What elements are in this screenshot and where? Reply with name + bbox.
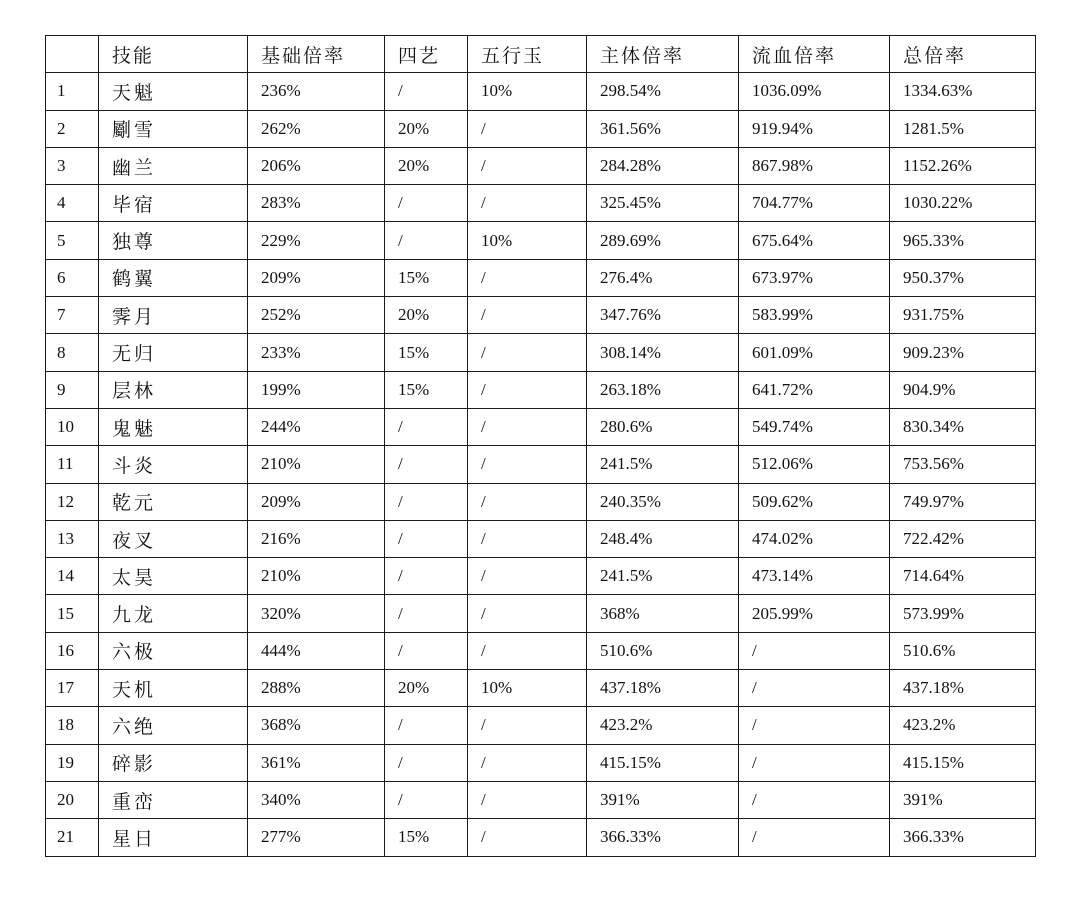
- cell-main-multiplier: 241.5%: [587, 558, 739, 595]
- cell-five-elements-jade: /: [468, 558, 587, 595]
- table-row: [46, 707, 1036, 744]
- cell-base-multiplier: 206%: [248, 147, 385, 184]
- cell-four-arts: /: [385, 744, 468, 781]
- cell-total-multiplier: 965.33%: [890, 222, 1036, 259]
- cell-five-elements-jade: /: [468, 744, 587, 781]
- cell-five-elements-jade: /: [468, 147, 587, 184]
- cell-five-elements-jade: /: [468, 781, 587, 818]
- table-row: [46, 670, 1036, 707]
- cell-five-elements-jade: /: [468, 110, 587, 147]
- cell-total-multiplier: 1152.26%: [890, 147, 1036, 184]
- cell-bleed-multiplier: 509.62%: [739, 483, 890, 520]
- table-row: [46, 147, 1036, 184]
- cell-base-multiplier: 209%: [248, 259, 385, 296]
- cell-bleed-multiplier: 704.77%: [739, 185, 890, 222]
- cell-main-multiplier: 368%: [587, 595, 739, 632]
- cell-total-multiplier: 510.6%: [890, 632, 1036, 669]
- header-index: [46, 36, 99, 73]
- cell-index: 4: [46, 185, 99, 222]
- cell-main-multiplier: 366.33%: [587, 819, 739, 856]
- cell-five-elements-jade: /: [468, 819, 587, 856]
- cell-four-arts: /: [385, 595, 468, 632]
- cell-total-multiplier: 1030.22%: [890, 185, 1036, 222]
- cell-four-arts: /: [385, 483, 468, 520]
- cell-total-multiplier: 830.34%: [890, 408, 1036, 445]
- cell-index: 8: [46, 334, 99, 371]
- cell-total-multiplier: 749.97%: [890, 483, 1036, 520]
- cell-base-multiplier: 368%: [248, 707, 385, 744]
- cell-skill-name: 太昊: [99, 558, 248, 595]
- header-main-multiplier: 主体倍率: [587, 36, 739, 73]
- cell-total-multiplier: 950.37%: [890, 259, 1036, 296]
- cell-five-elements-jade: /: [468, 297, 587, 334]
- cell-main-multiplier: 263.18%: [587, 371, 739, 408]
- cell-bleed-multiplier: /: [739, 707, 890, 744]
- cell-bleed-multiplier: 205.99%: [739, 595, 890, 632]
- cell-skill-name: 九龙: [99, 595, 248, 632]
- cell-four-arts: 15%: [385, 819, 468, 856]
- cell-five-elements-jade: 10%: [468, 73, 587, 110]
- cell-index: 21: [46, 819, 99, 856]
- cell-skill-name: 鹤翼: [99, 259, 248, 296]
- cell-total-multiplier: 437.18%: [890, 670, 1036, 707]
- cell-base-multiplier: 229%: [248, 222, 385, 259]
- cell-four-arts: 15%: [385, 259, 468, 296]
- cell-base-multiplier: 216%: [248, 520, 385, 557]
- cell-total-multiplier: 722.42%: [890, 520, 1036, 557]
- cell-main-multiplier: 284.28%: [587, 147, 739, 184]
- cell-main-multiplier: 391%: [587, 781, 739, 818]
- cell-main-multiplier: 361.56%: [587, 110, 739, 147]
- header-total-multiplier: 总倍率: [890, 36, 1036, 73]
- cell-skill-name: 六绝: [99, 707, 248, 744]
- cell-main-multiplier: 347.76%: [587, 297, 739, 334]
- cell-index: 14: [46, 558, 99, 595]
- cell-total-multiplier: 423.2%: [890, 707, 1036, 744]
- cell-bleed-multiplier: /: [739, 744, 890, 781]
- cell-main-multiplier: 423.2%: [587, 707, 739, 744]
- cell-main-multiplier: 325.45%: [587, 185, 739, 222]
- cell-skill-name: 幽兰: [99, 147, 248, 184]
- cell-base-multiplier: 320%: [248, 595, 385, 632]
- cell-index: 5: [46, 222, 99, 259]
- cell-four-arts: 15%: [385, 334, 468, 371]
- cell-total-multiplier: 904.9%: [890, 371, 1036, 408]
- cell-base-multiplier: 210%: [248, 446, 385, 483]
- table-row: [46, 520, 1036, 557]
- cell-bleed-multiplier: 675.64%: [739, 222, 890, 259]
- cell-base-multiplier: 277%: [248, 819, 385, 856]
- cell-main-multiplier: 437.18%: [587, 670, 739, 707]
- cell-five-elements-jade: /: [468, 483, 587, 520]
- cell-bleed-multiplier: 601.09%: [739, 334, 890, 371]
- cell-main-multiplier: 280.6%: [587, 408, 739, 445]
- cell-index: 19: [46, 744, 99, 781]
- cell-bleed-multiplier: 867.98%: [739, 147, 890, 184]
- header-bleed-multiplier: 流血倍率: [739, 36, 890, 73]
- cell-skill-name: 六极: [99, 632, 248, 669]
- table-row: [46, 185, 1036, 222]
- table-row: [46, 371, 1036, 408]
- cell-skill-name: 劚雪: [99, 110, 248, 147]
- cell-main-multiplier: 289.69%: [587, 222, 739, 259]
- cell-index: 18: [46, 707, 99, 744]
- cell-base-multiplier: 199%: [248, 371, 385, 408]
- cell-index: 6: [46, 259, 99, 296]
- cell-total-multiplier: 909.23%: [890, 334, 1036, 371]
- cell-skill-name: 层林: [99, 371, 248, 408]
- cell-skill-name: 天机: [99, 670, 248, 707]
- cell-main-multiplier: 248.4%: [587, 520, 739, 557]
- cell-base-multiplier: 340%: [248, 781, 385, 818]
- cell-base-multiplier: 244%: [248, 408, 385, 445]
- cell-bleed-multiplier: 583.99%: [739, 297, 890, 334]
- cell-total-multiplier: 415.15%: [890, 744, 1036, 781]
- cell-five-elements-jade: /: [468, 595, 587, 632]
- table-row: [46, 632, 1036, 669]
- table-row: [46, 446, 1036, 483]
- cell-index: 1: [46, 73, 99, 110]
- cell-skill-name: 毕宿: [99, 185, 248, 222]
- cell-four-arts: /: [385, 781, 468, 818]
- cell-four-arts: /: [385, 558, 468, 595]
- header-base-multiplier: 基础倍率: [248, 36, 385, 73]
- cell-main-multiplier: 415.15%: [587, 744, 739, 781]
- cell-five-elements-jade: /: [468, 334, 587, 371]
- cell-five-elements-jade: /: [468, 446, 587, 483]
- cell-main-multiplier: 241.5%: [587, 446, 739, 483]
- cell-total-multiplier: 753.56%: [890, 446, 1036, 483]
- cell-index: 16: [46, 632, 99, 669]
- cell-base-multiplier: 210%: [248, 558, 385, 595]
- cell-index: 10: [46, 408, 99, 445]
- cell-base-multiplier: 288%: [248, 670, 385, 707]
- cell-index: 13: [46, 520, 99, 557]
- cell-base-multiplier: 444%: [248, 632, 385, 669]
- cell-bleed-multiplier: 549.74%: [739, 408, 890, 445]
- table-row: [46, 334, 1036, 371]
- cell-main-multiplier: 240.35%: [587, 483, 739, 520]
- cell-base-multiplier: 361%: [248, 744, 385, 781]
- cell-total-multiplier: 1334.63%: [890, 73, 1036, 110]
- cell-total-multiplier: 391%: [890, 781, 1036, 818]
- cell-bleed-multiplier: 1036.09%: [739, 73, 890, 110]
- cell-four-arts: /: [385, 632, 468, 669]
- cell-bleed-multiplier: 512.06%: [739, 446, 890, 483]
- cell-index: 7: [46, 297, 99, 334]
- cell-main-multiplier: 298.54%: [587, 73, 739, 110]
- table-row: [46, 595, 1036, 632]
- cell-main-multiplier: 276.4%: [587, 259, 739, 296]
- cell-skill-name: 重峦: [99, 781, 248, 818]
- cell-index: 11: [46, 446, 99, 483]
- cell-five-elements-jade: /: [468, 520, 587, 557]
- table-row: [46, 819, 1036, 856]
- table-row: [46, 558, 1036, 595]
- cell-total-multiplier: 1281.5%: [890, 110, 1036, 147]
- table-row: [46, 110, 1036, 147]
- cell-index: 9: [46, 371, 99, 408]
- cell-four-arts: /: [385, 446, 468, 483]
- cell-four-arts: /: [385, 408, 468, 445]
- cell-five-elements-jade: /: [468, 408, 587, 445]
- header-four-arts: 四艺: [385, 36, 468, 73]
- cell-base-multiplier: 236%: [248, 73, 385, 110]
- cell-skill-name: 天魁: [99, 73, 248, 110]
- cell-index: 2: [46, 110, 99, 147]
- header-skill: 技能: [99, 36, 248, 73]
- cell-base-multiplier: 252%: [248, 297, 385, 334]
- cell-total-multiplier: 714.64%: [890, 558, 1036, 595]
- table-row: [46, 781, 1036, 818]
- table-row: [46, 73, 1036, 110]
- table-header-row: [46, 36, 1036, 73]
- cell-total-multiplier: 573.99%: [890, 595, 1036, 632]
- cell-index: 15: [46, 595, 99, 632]
- cell-five-elements-jade: 10%: [468, 222, 587, 259]
- cell-bleed-multiplier: /: [739, 670, 890, 707]
- cell-index: 3: [46, 147, 99, 184]
- cell-five-elements-jade: /: [468, 259, 587, 296]
- cell-five-elements-jade: /: [468, 707, 587, 744]
- cell-skill-name: 无归: [99, 334, 248, 371]
- table-row: [46, 259, 1036, 296]
- cell-four-arts: /: [385, 707, 468, 744]
- cell-total-multiplier: 366.33%: [890, 819, 1036, 856]
- cell-base-multiplier: 262%: [248, 110, 385, 147]
- cell-five-elements-jade: /: [468, 371, 587, 408]
- table-row: [46, 297, 1036, 334]
- cell-bleed-multiplier: /: [739, 781, 890, 818]
- cell-base-multiplier: 233%: [248, 334, 385, 371]
- cell-four-arts: /: [385, 185, 468, 222]
- table-row: [46, 222, 1036, 259]
- cell-five-elements-jade: /: [468, 185, 587, 222]
- cell-bleed-multiplier: 474.02%: [739, 520, 890, 557]
- cell-skill-name: 鬼魅: [99, 408, 248, 445]
- cell-four-arts: 20%: [385, 147, 468, 184]
- cell-four-arts: 20%: [385, 297, 468, 334]
- cell-main-multiplier: 510.6%: [587, 632, 739, 669]
- skill-multiplier-table: [45, 35, 1036, 857]
- cell-skill-name: 碎影: [99, 744, 248, 781]
- cell-base-multiplier: 209%: [248, 483, 385, 520]
- cell-base-multiplier: 283%: [248, 185, 385, 222]
- cell-four-arts: /: [385, 520, 468, 557]
- cell-five-elements-jade: /: [468, 632, 587, 669]
- cell-skill-name: 星日: [99, 819, 248, 856]
- cell-skill-name: 霁月: [99, 297, 248, 334]
- table-body: [46, 73, 1036, 856]
- cell-four-arts: 20%: [385, 110, 468, 147]
- cell-bleed-multiplier: 919.94%: [739, 110, 890, 147]
- cell-skill-name: 乾元: [99, 483, 248, 520]
- cell-total-multiplier: 931.75%: [890, 297, 1036, 334]
- table-row: [46, 483, 1036, 520]
- cell-skill-name: 独尊: [99, 222, 248, 259]
- cell-bleed-multiplier: /: [739, 632, 890, 669]
- cell-index: 17: [46, 670, 99, 707]
- table-row: [46, 744, 1036, 781]
- cell-four-arts: 20%: [385, 670, 468, 707]
- cell-four-arts: /: [385, 73, 468, 110]
- cell-index: 20: [46, 781, 99, 818]
- cell-four-arts: /: [385, 222, 468, 259]
- cell-bleed-multiplier: 641.72%: [739, 371, 890, 408]
- header-five-elements-jade: 五行玉: [468, 36, 587, 73]
- cell-four-arts: 15%: [385, 371, 468, 408]
- cell-bleed-multiplier: 673.97%: [739, 259, 890, 296]
- cell-five-elements-jade: 10%: [468, 670, 587, 707]
- cell-bleed-multiplier: 473.14%: [739, 558, 890, 595]
- cell-index: 12: [46, 483, 99, 520]
- table-row: [46, 408, 1036, 445]
- cell-bleed-multiplier: /: [739, 819, 890, 856]
- cell-skill-name: 夜叉: [99, 520, 248, 557]
- cell-skill-name: 斗炎: [99, 446, 248, 483]
- cell-main-multiplier: 308.14%: [587, 334, 739, 371]
